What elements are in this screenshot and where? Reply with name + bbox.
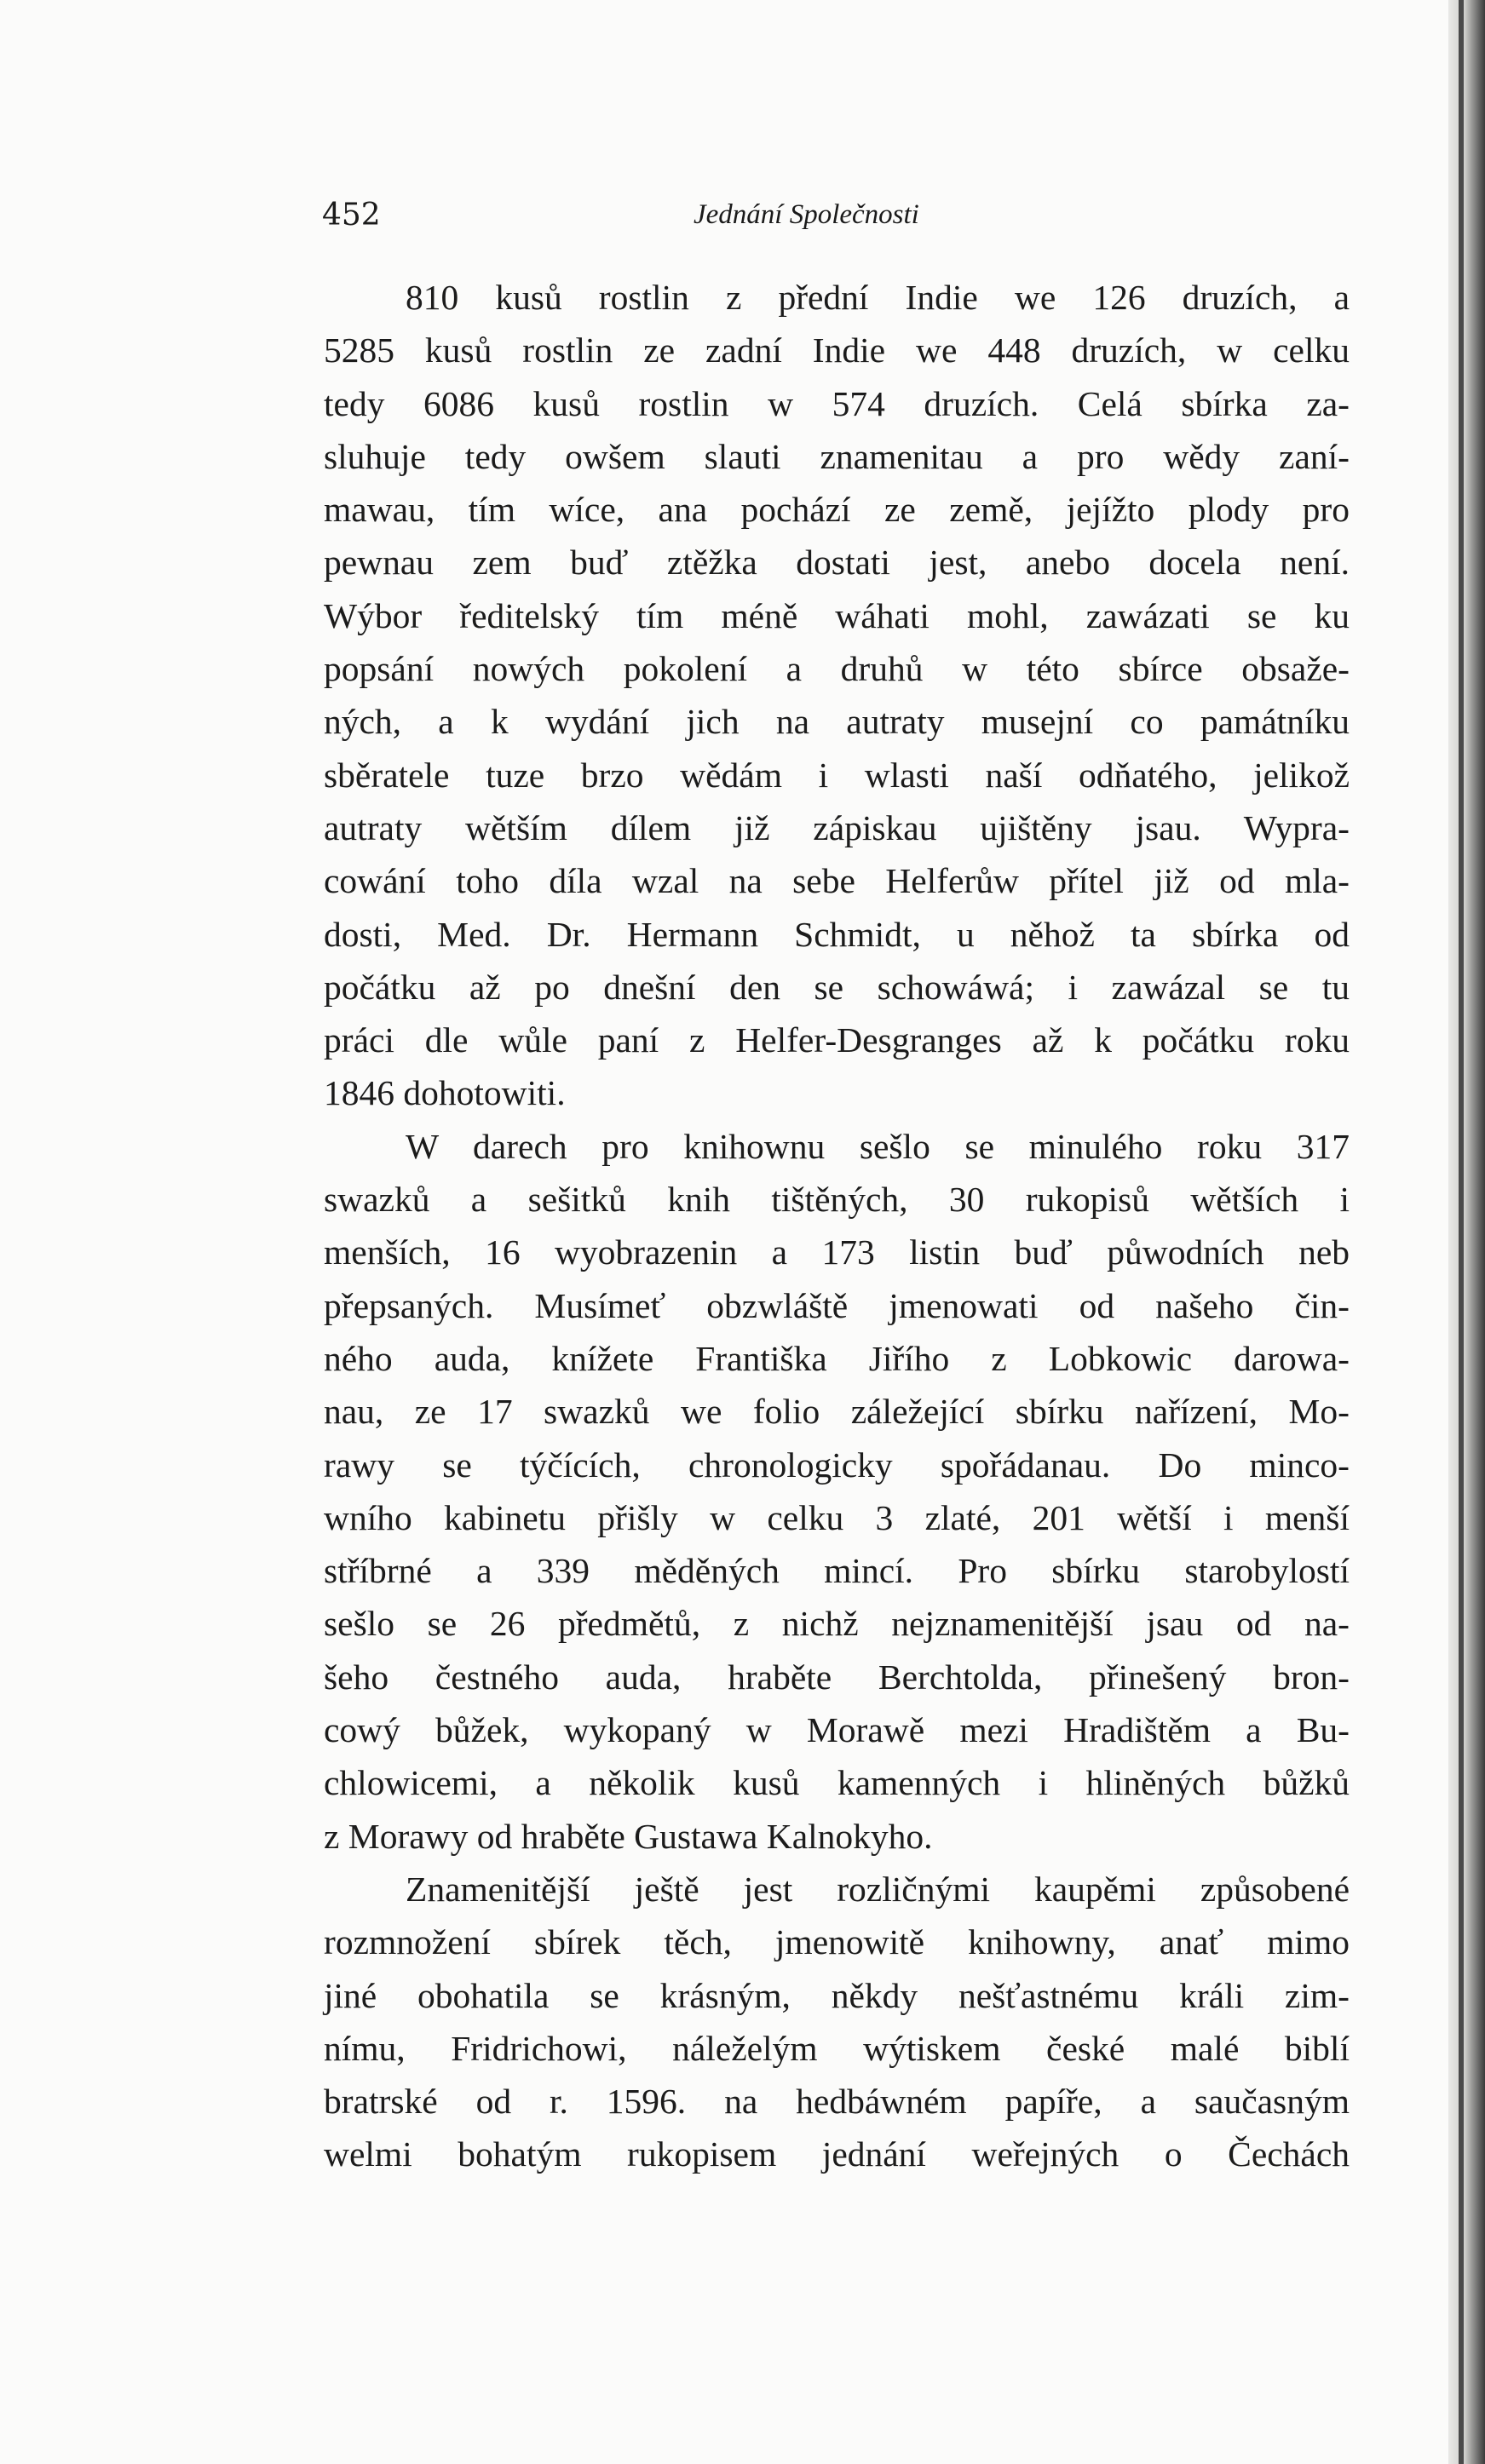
text-line: nau, ze 17 swazků we folio záležející sbírku nařízení, Mo- [324, 1392, 1350, 1432]
text-line: 5285 kusů rostlin ze zadní Indie we 448 druzích, w celku [324, 330, 1350, 370]
text-line: popsání nowých pokolení a druhů w této sbírce obsaže- [324, 649, 1350, 689]
body-text [324, 271, 1350, 2181]
text-line: wního kabinetu přišly w celku 3 zlaté, 201 wětší i menší [324, 1497, 1350, 1537]
text-line: bratrské od r. 1596. na hedbáwném papíře, a saučasným [324, 2082, 1350, 2122]
paragraph-3 [324, 1863, 1350, 2181]
text-line: ných, a k wydání jich na autraty musejní co památníku [324, 702, 1350, 742]
text-line: sešlo se 26 předmětů, z nichž nejznamenitější jsau od na- [324, 1604, 1350, 1644]
text-line: 810 kusů rostlin z přední Indie we 126 druzích, a [406, 278, 1350, 317]
text-line: Znamenitější ještě jest rozličnými kaupěmi způsobené [406, 1869, 1350, 1909]
text-line: stříbrné a 339 měděných mincí. Pro sbírku starobylostí [324, 1551, 1350, 1591]
text-line: jiné obohatila se krásným, někdy nešťastnému králi zim- [324, 1975, 1350, 2015]
text-line: tedy 6086 kusů rostlin w 574 druzích. Celá sbírka za- [324, 383, 1350, 423]
text-line: W darech pro knihownu sešlo se minulého roku 317 [406, 1126, 1350, 1166]
text-line: nímu, Fridrichowi, náleželým wýtiskem české malé biblí [324, 2028, 1350, 2068]
text-line: welmi bohatým rukopisem jednání weřejných o Čechách [324, 2134, 1350, 2174]
text-line: rozmnožení sbírek těch, jmenowitě knihowny, anať mimo [324, 1922, 1350, 1962]
text-line: přepsaných. Musímeť obzwláště jmenowati od našeho čin- [324, 1285, 1350, 1325]
page-edge-shadow [1448, 0, 1485, 2464]
text-line: sluhuje tedy owšem slauti znamenitau a pro wědy zaní- [324, 436, 1350, 476]
text-line: swazků a sešitků knih tištěných, 30 rukopisů wětších i [324, 1180, 1350, 1220]
text-line: rawy se týčících, chronologicky spořádanau. Do minco- [324, 1445, 1350, 1485]
text-line: cowý bůžek, wykopaný w Morawě mezi Hradištěm a Bu- [324, 1710, 1350, 1750]
text-line: počátku až po dnešní den se schowáwá; i zawázal se tu [324, 967, 1350, 1007]
page-edge-line [1459, 0, 1464, 2464]
text-line: cowání toho díla wzal na sebe Helferůw přítel již od mla- [324, 861, 1350, 901]
text-line: dosti, Med. Dr. Hermann Schmidt, u něhož ta sbírka od [324, 914, 1350, 954]
paragraph-2 [324, 1120, 1350, 1863]
text-line: 1846 dohotowiti. [324, 1073, 566, 1113]
text-line: pewnau zem buď ztěžka dostati jest, anebo docela není. [324, 543, 1350, 583]
text-line: z Morawy od hraběte Gustawa Kalnokyho. [324, 1816, 933, 1856]
text-line: sběratele tuze brzo wědám i wlasti naší odňatého, jelikož [324, 755, 1350, 795]
page-number: 452 [322, 198, 381, 233]
text-line: menších, 16 wyobrazenin a 173 listin buď půwodních neb [324, 1232, 1350, 1272]
text-line: mawau, tím wíce, ana pochází ze země, jejížto plody pro [324, 490, 1350, 530]
text-line: práci dle wůle paní z Helfer-Desgranges až k počátku roku [324, 1020, 1350, 1060]
paragraph-1 [324, 271, 1350, 1120]
running-title: Jednání Společnosti [694, 199, 919, 230]
text-line: autraty wětším dílem již zápiskau ujištěny jsau. Wypra- [324, 807, 1350, 847]
text-line: chlowicemi, a několik kusů kamenných i hliněných bůžků [324, 1763, 1350, 1803]
text-line: ného auda, knížete Františka Jiřího z Lobkowic darowa- [324, 1338, 1350, 1378]
text-line: šeho čestného auda, hraběte Berchtolda, přinešený bron- [324, 1657, 1350, 1697]
text-line: Wýbor ředitelský tím méně wáhati mohl, zawázati se ku [324, 595, 1350, 635]
page-header [322, 198, 970, 240]
